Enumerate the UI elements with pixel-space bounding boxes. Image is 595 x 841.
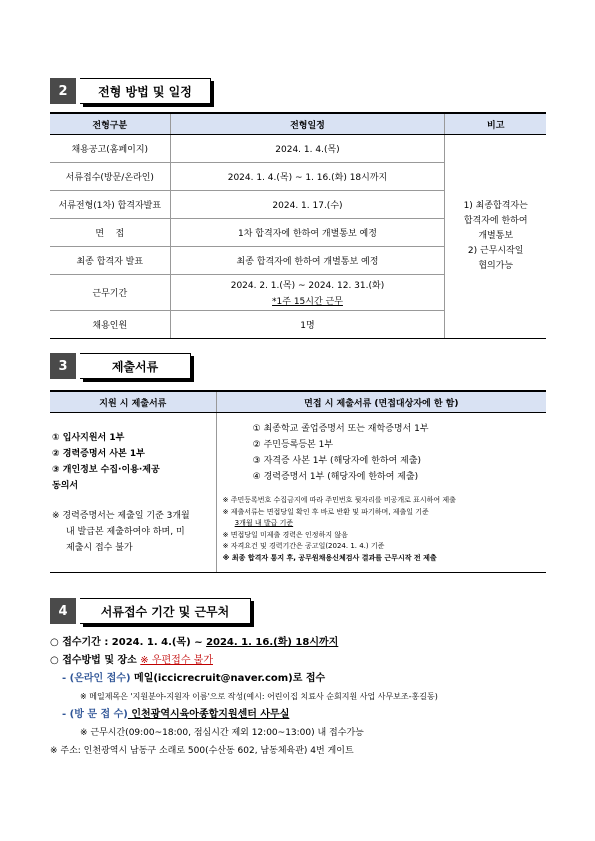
period-value: 2024. 1. 16.(화) 18시까지 [206, 637, 339, 648]
list-item: ③ 개인정보 수집·이용·제공 [52, 464, 160, 475]
method-note: ※ 우편접수 불가 [140, 655, 213, 666]
col-header: 지원 시 제출서류 [50, 391, 216, 413]
col-header: 전형일정 [170, 113, 445, 135]
documents-table [50, 390, 546, 573]
row-label: 채용공고(홈페이지) [50, 135, 170, 163]
row-value-cell [170, 275, 445, 311]
section-title: 서류접수 기간 및 근무처 [80, 598, 251, 624]
note-line: ※ 최종 합격자 통지 후, 공무원채용신체검사 결과를 근무시작 전 제출 [222, 553, 437, 562]
section-title: 제출서류 [80, 353, 191, 379]
section-number: 2 [50, 78, 76, 104]
note-line: 협의가능 [478, 261, 514, 271]
note-line: ※ 면접당일 미제출 경력은 인정하지 않음 [222, 530, 348, 539]
section-4-header [50, 598, 251, 624]
row-label: 서류전형(1차) 합격자발표 [50, 191, 170, 219]
right-cell [216, 413, 546, 573]
col-header: 전형구분 [50, 113, 170, 135]
online-line [50, 670, 550, 688]
visit-text: 인천광역시육아종합지원센터 사무실 [127, 709, 290, 720]
online-tag: - (온라인 접수) [62, 673, 131, 684]
method-line [50, 652, 550, 670]
list-item: ② 주민등록등본 1부 [252, 440, 334, 450]
section-4-body [50, 634, 550, 760]
section-number: 3 [50, 353, 76, 379]
row-value-note: *1주 15시간 근무 [272, 297, 343, 307]
note-line: ※ 제출서류는 면접당일 확인 후 바로 반환 및 파기하며, 제출일 기준 [222, 507, 429, 516]
note-line: 제출시 접수 불가 [66, 542, 133, 553]
section-3-header [50, 353, 191, 379]
note-line: 2) 근무시작일 [467, 246, 524, 256]
row-value: 2024. 1. 4.(목) ~ 1. 16.(화) 18시까지 [170, 163, 445, 191]
note-line: 1) 최종합격자는 [463, 201, 528, 211]
note-line: 3개월 내 발급 기준 [234, 519, 294, 527]
period-line [50, 634, 550, 652]
visit-line [50, 706, 550, 724]
schedule-table [50, 112, 546, 339]
hours-line: ※ 근무시간(09:00~18:00, 점심시간 제외 12:00~13:00) 내 접수가능 [80, 728, 364, 738]
table-row [50, 135, 546, 163]
note-line: ※ 주민등록번호 수집금지에 따라 주민번호 뒷자리를 비공개로 표시하여 제출 [222, 496, 456, 504]
period-label: ○ 접수기간 : 2024. 1. 4.(목) ~ [50, 637, 207, 648]
note-line: ※ 경력증명서는 제출일 기준 3개월 [52, 510, 190, 521]
row-value: 2024. 1. 4.(목) [170, 135, 445, 163]
note-line: 개별통보 [478, 231, 514, 241]
row-value: 최종 합격자에 한하여 개별통보 예정 [170, 247, 445, 275]
row-value: 1명 [170, 311, 445, 339]
online-text: 메일(iccicrecruit@naver.com)로 접수 [130, 673, 326, 684]
list-item: 동의서 [52, 480, 79, 491]
online-sub: ※ 메일제목은 '지원분야-지원자 이름'으로 작성(예시: 어린이집 치료사 순회지원 사업 사무보조-홍길동) [80, 692, 438, 701]
row-label: 최종 합격자 발표 [50, 247, 170, 275]
row-label: 채용인원 [50, 311, 170, 339]
list-item: ① 최종학교 졸업증명서 또는 재학증명서 1부 [252, 424, 429, 434]
method-label: ○ 접수방법 및 장소 [50, 655, 141, 666]
visit-tag: - (방 문 접 수) [62, 709, 128, 720]
section-number: 4 [50, 598, 76, 624]
row-label: 서류접수(방문/온라인) [50, 163, 170, 191]
left-cell [50, 413, 216, 573]
row-value: 2024. 2. 1.(목) ~ 2024. 12. 31.(화) [230, 281, 385, 291]
list-item: ① 입사지원서 1부 [52, 432, 125, 443]
col-header: 면접 시 제출서류 (면접대상자에 한 함) [216, 391, 546, 413]
list-item: ③ 자격증 사본 1부 (해당자에 한하여 제출) [252, 456, 422, 466]
note-line: 합격자에 한하여 [463, 216, 528, 226]
list-item: ② 경력증명서 사본 1부 [52, 448, 145, 459]
list-item: ④ 경력증명서 1부 (해당자에 한하여 제출) [252, 472, 419, 482]
note-line: ※ 자격요건 및 경력기간은 공고일(2024. 1. 4.) 기준 [222, 542, 385, 550]
row-label: 면 접 [50, 219, 170, 247]
note-cell [445, 135, 546, 339]
note-line: 내 발급본 제출하여야 하며, 미 [66, 526, 185, 537]
section-2-header [50, 78, 211, 104]
row-label: 근무기간 [50, 275, 170, 311]
row-value: 2024. 1. 17.(수) [170, 191, 445, 219]
section-title: 전형 방법 및 일정 [80, 78, 211, 104]
row-value: 1차 합격자에 한하여 개별통보 예정 [170, 219, 445, 247]
col-header: 비고 [445, 113, 546, 135]
address-line: ※ 주소: 인천광역시 남동구 소래로 500(수산동 602, 남동체육관) 4번 게이트 [50, 746, 354, 756]
